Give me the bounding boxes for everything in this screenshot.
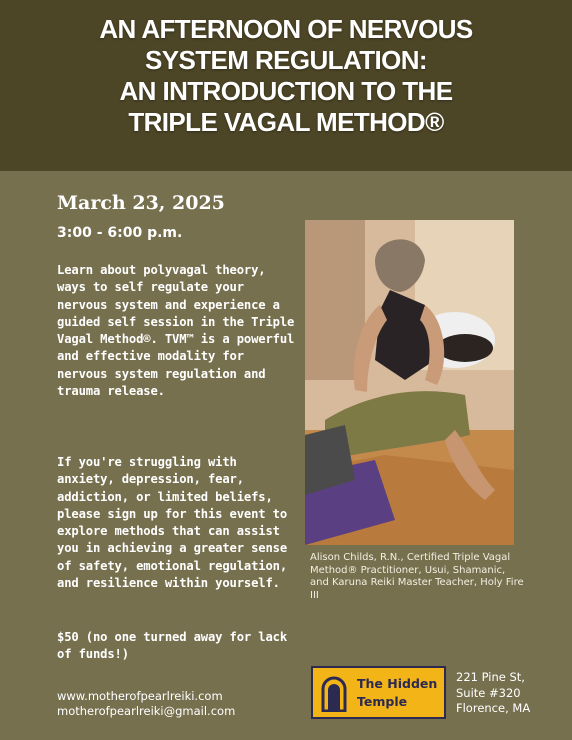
logo-line: The Hidden	[357, 676, 438, 691]
title-line: AN AFTERNOON OF NERVOUS	[99, 14, 473, 44]
event-date: March 23, 2025	[57, 192, 225, 214]
photo-caption: Alison Childs, R.N., Certified Triple Vagal Method® Practitioner, Usui, Shamanic, and Karuna Reiki Master Teacher, Holy Fire III	[310, 552, 524, 601]
arch-icon	[321, 675, 347, 712]
address-line: Suite #320	[456, 685, 521, 700]
title-line: AN INTRODUCTION TO THE	[119, 76, 453, 106]
venue-logo-text	[357, 675, 447, 711]
event-description: Learn about polyvagal theory, ways to self regulate your nervous system and experience a guided self session in the Triple Vagal Method®. TVM™ is a powerful and effective modality for nervous system regulation and trauma release.	[57, 263, 295, 399]
venue-logo	[311, 666, 446, 719]
event-price: $50 (no one turned away for lack of funds!)	[57, 630, 287, 662]
event-invitation: If you're struggling with anxiety, depression, fear, addiction, or limited beliefs, please sign up for this event to explore methods that can assist you in achieving a greater sense of safety, emotional regulation, and resilience within yourself.	[57, 455, 287, 591]
practitioner-photo	[305, 220, 514, 545]
session-photo-illustration	[305, 220, 514, 545]
venue-address	[456, 670, 566, 717]
address-line: Florence, MA	[456, 701, 531, 715]
event-title	[0, 14, 572, 138]
email-link[interactable]: motherofpearlreiki@gmail.com	[57, 704, 236, 718]
address-line: 221 Pine St,	[456, 670, 525, 684]
event-time: 3:00 - 6:00 p.m.	[57, 225, 183, 241]
title-line: SYSTEM REGULATION:	[145, 45, 427, 75]
logo-line: Temple	[357, 694, 408, 709]
website-link[interactable]: www.motherofpearlreiki.com	[57, 689, 223, 703]
title-line: TRIPLE VAGAL METHOD®	[128, 107, 444, 137]
